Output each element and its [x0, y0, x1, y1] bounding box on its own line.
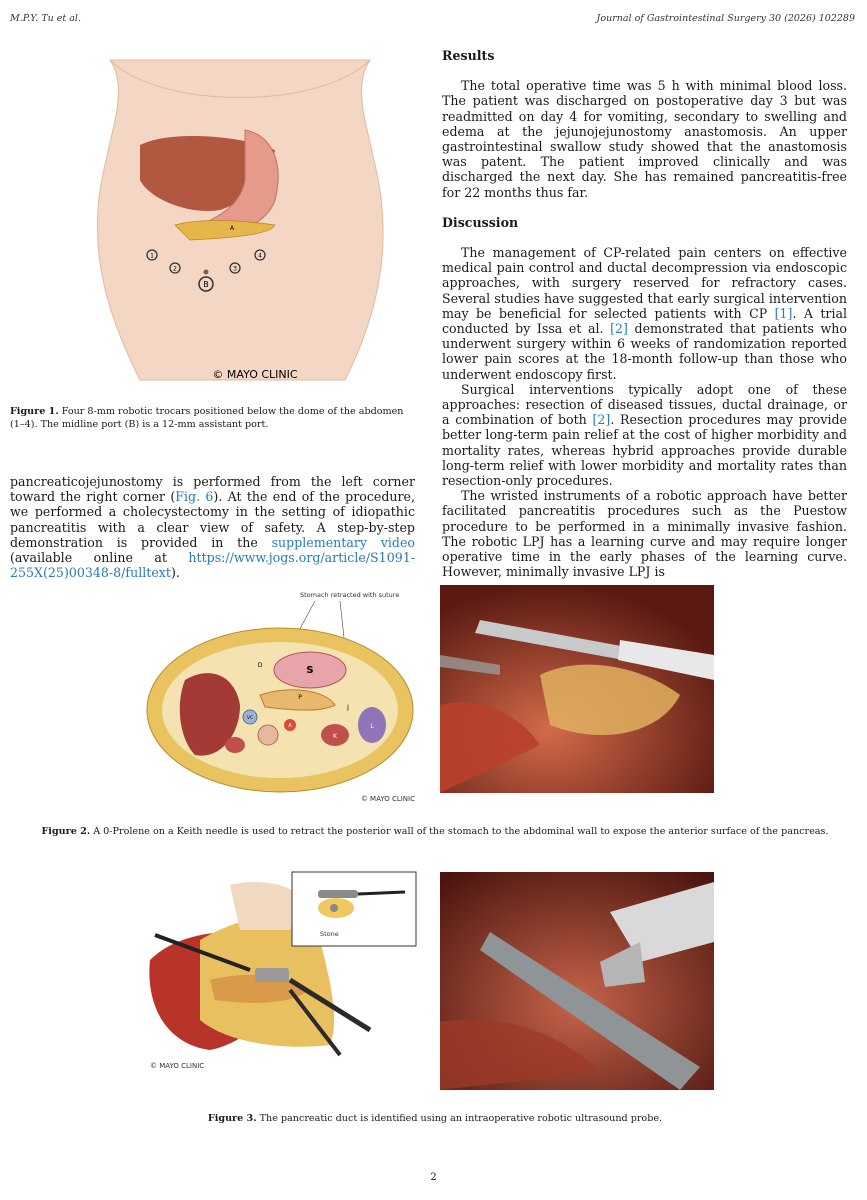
left-text-d: ).	[170, 565, 180, 581]
label-s: S	[306, 665, 314, 676]
port-label-3: 3	[233, 265, 237, 273]
label-k: K	[333, 733, 337, 740]
right-column-text	[442, 48, 847, 580]
discussion-p2-a: Surgical interventions typically adopt one of these approaches: resection of diseased tissues, ductal drainage, or a combination of both	[442, 381, 847, 428]
discussion-paragraph-2	[442, 382, 847, 488]
left-column-text	[10, 474, 415, 580]
left-text-b: ). At the end of the procedure, we performed a cholecystectomy in the setting of idiopathic pancreatitis with a clear view of safety. A step-by-step demonstration is provided in the	[10, 489, 415, 550]
figure-3-caption-text: The pancreatic duct is identified using an intraoperative robotic ultrasound probe.	[256, 1113, 663, 1124]
discussion-p1-b: . A trial conducted by Issa et al.	[442, 305, 848, 337]
figure-1-caption-label: Figure 1.	[10, 406, 59, 417]
port-label-b: B	[203, 280, 209, 289]
label-l: L	[370, 723, 374, 730]
operative-photo	[440, 585, 714, 793]
figure-2-photo	[440, 585, 714, 793]
figure-2-illustration	[140, 585, 425, 807]
ultrasound-photo	[440, 872, 714, 1090]
left-paragraph	[10, 474, 415, 580]
page-number: 2	[430, 1172, 437, 1183]
results-heading: Results	[442, 48, 495, 63]
discussion-paragraph-1	[442, 245, 847, 382]
figure-1-illustration	[70, 50, 415, 390]
figure-2-caption-label: Figure 2.	[41, 826, 91, 837]
figure-2-caption	[40, 826, 830, 839]
figure-3-caption-label: Figure 3.	[207, 1113, 257, 1124]
running-header-journal: Journal of Gastrointestinal Surgery 30 (2026) 102289	[596, 13, 855, 24]
figure-3-caption	[40, 1113, 830, 1126]
ultrasound-illustration	[140, 870, 420, 1080]
figure-2-callout: Stomach retracted with suture	[300, 591, 400, 599]
figure-3-watermark: © MAYO CLINIC	[150, 1062, 205, 1070]
port-label-4: 4	[258, 252, 262, 260]
left-text-c: (available online at	[10, 550, 189, 566]
figure-1-caption	[10, 406, 420, 431]
abdomen-illustration	[70, 50, 415, 390]
label-d: D	[257, 662, 263, 669]
reference-1-link[interactable]: [1]	[774, 305, 793, 321]
port-label-2: 2	[173, 265, 177, 273]
figure-3-illustration	[140, 870, 420, 1080]
discussion-paragraph-3: The wristed instruments of a robotic approach have better facilitated pancreatitis procedures such as the Puestow procedure to be performed in a minimally invasive fashion. The robotic LPJ has a learning curve and may require longer operative time in the early phases of the learning curve. However, minimally invasive LPJ is	[442, 488, 847, 580]
port-label-1: 1	[150, 252, 154, 260]
left-text-a: pancreaticojejunostomy is performed from the left corner toward the right corner (	[10, 474, 415, 505]
discussion-p1-c: demonstrated that patients who underwent surgery within 6 weeks of randomization reported lower pain scores at the 18-month follow-up than those who underwent endoscopy first.	[442, 321, 847, 382]
discussion-heading: Discussion	[442, 214, 519, 230]
label-vc: VC	[246, 716, 254, 721]
stone-label: Stone	[320, 930, 339, 938]
running-header-authors: M.P.Y. Tu et al.	[10, 13, 81, 24]
discussion-p2-b: . Resection procedures may provide better long-term pain relief at the cost of higher morbidity and mortality rates, whereas hybrid approaches provide durable long-term relief with lower morbidity and mortality rates than resection-only procedures.	[442, 412, 847, 489]
figure-2-caption-text: A 0-Prolene on a Keith needle is used to retract the posterior wall of the stomach to the abdominal wall to expose the anterior surface of the pancreas.	[90, 826, 829, 837]
label-j: J	[347, 704, 349, 711]
discussion-p1-a: The management of CP-related pain centers on effective medical pain control and ductal decompression via endoscopic approaches, with surgery reserved for refractory cases. Several studies have suggested that early surgical intervention may be beneficial for selected patients with CP	[442, 245, 847, 321]
reference-2-link[interactable]: [2]	[610, 321, 628, 337]
figure-1-caption-text: Four 8-mm robotic trocars positioned below the dome of the abdomen (1–4). The midline port (B) is a 12-mm assistant port.	[10, 406, 404, 430]
figure-1-watermark: © MAYO CLINIC	[212, 368, 298, 381]
results-paragraph: The total operative time was 5 h with minimal blood loss. The patient was discharged on postoperative day 3 but was readmitted on day 4 for vomiting, secondary to swelling and edema at the jejunojejunostomy anastomosis. An upper gastrointestinal swallow study showed that the anastomosis was patent. The patient improved clinically and was discharged the next day. She has remained pancreatitis-free for 22 months thus far.	[442, 78, 847, 200]
figure-2-watermark: © MAYO CLINIC	[360, 795, 415, 803]
label-a: A	[288, 723, 292, 729]
port-label-a: A	[230, 225, 235, 232]
reference-2b-link[interactable]: [2]	[592, 412, 611, 428]
figure-6-link[interactable]: Fig. 6	[175, 489, 214, 505]
label-p: P	[298, 694, 302, 701]
figure-3-photo	[440, 872, 714, 1090]
supplementary-video-link[interactable]: supplementary video	[271, 534, 415, 550]
cross-section-illustration	[140, 585, 425, 807]
article-url-link[interactable]: https://www.jogs.org/article/S1091-255X(25)00348-8/fulltext	[10, 550, 415, 581]
